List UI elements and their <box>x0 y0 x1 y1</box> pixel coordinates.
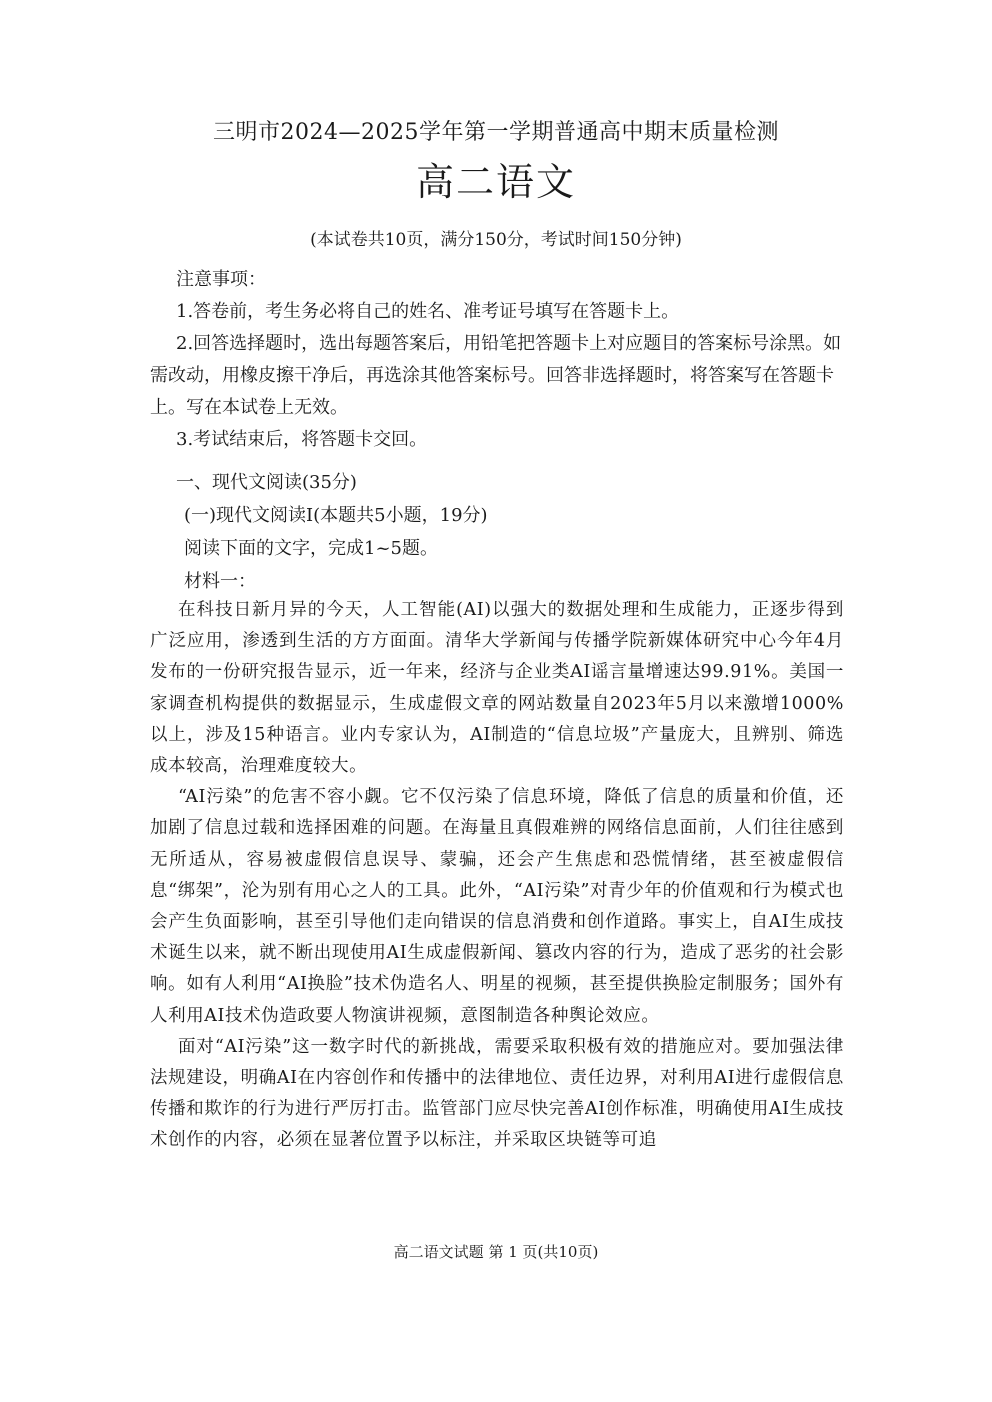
reading-passage <box>150 595 844 1157</box>
notice-item: 3.考试结束后，将答题卡交回。 <box>176 429 428 450</box>
part-title: 一、现代文阅读(35分) <box>176 472 357 493</box>
section-header <box>150 466 850 598</box>
passage-paragraph: “AI污染”的危害不容小觑。它不仅污染了信息环境，降低了信息的质量和价值，还加剧了信息过载和选择困难的问题。在海量且真假难辨的网络信息面前，人们往往感到无所适从，容易被虚假信息误导、蒙骗，还会产生焦虑和恐慌情绪，甚至被虚假信息“绑架”，沦为别有用心之人的工具。此外，“AI污染”对青少年的价值观和行为模式也会产生负面影响，甚至引导他们走向错误的信息消费和创作道路。事实上，自AI生成技术诞生以来，就不断出现使用AI生成虚假新闻、篡改内容的行为，造成了恶劣的社会影响。如有人利用“AI换脸”技术伪造名人、明星的视频，甚至提供换脸定制服务；国外有人利用AI技术伪造政要人物演讲视频，意图制造各种舆论效应。 <box>150 787 844 1026</box>
exam-title: 三明市2024—2025学年第一学期普通高中期末质量检测 <box>213 120 779 145</box>
material-label: 材料一： <box>184 571 256 592</box>
exam-subject: 高二语文 <box>415 160 576 204</box>
notice-heading: 注意事项： <box>176 269 266 290</box>
page-footer: 高二语文试题 第 1 页(共10页) <box>393 1243 599 1261</box>
notice-item: 1.答卷前，考生务必将自己的姓名、准考证号填写在答题卡上。 <box>176 301 680 322</box>
passage-paragraph: 面对“AI污染”这一数字时代的新挑战，需要采取积极有效的措施应对。要加强法律法规建设，明确AI在内容创作和传播中的法律地位、责任边界，对利用AI进行虚假信息传播和欺诈的行为进行严厉打击。监管部门应尽快完善AI创作标准，明确使用AI生成技术创作的内容，必须在显著位置予以标注，并采取区块链等可追 <box>150 1036 844 1151</box>
passage-paragraph: 在科技日新月异的今天，人工智能(AI)以强大的数据处理和生成能力，正逐步得到广泛应用，渗透到生活的方方面面。清华大学新闻与传播学院新媒体研究中心今年4月发布的一份研究报告显示，近一年来，经济与企业类AI谣言量增速达99.91%。美国一家调查机构提供的数据显示，生成虚假文章的网站数量自2023年5月以来激增1000%以上，涉及15种语言。业内专家认为，AI制造的“信息垃圾”产量庞大，且辨别、筛选成本较高，治理难度较大。 <box>150 600 844 777</box>
notice-item: 2.回答选择题时，选出每题答案后，用铅笔把答题卡上对应题目的答案标号涂黑。如需改动，用橡皮擦干净后，再选涂其他答案标号。回答非选择题时，将答案写在答题卡上。写在本试卷上无效。 <box>150 333 842 418</box>
notice-block <box>150 264 850 456</box>
sub-title: (一)现代文阅读Ⅰ(本题共5小题，19分) <box>184 505 488 526</box>
instruction: 阅读下面的文字，完成1~5题。 <box>184 538 438 559</box>
exam-meta: (本试卷共10页，满分150分，考试时间150分钟) <box>310 230 682 250</box>
